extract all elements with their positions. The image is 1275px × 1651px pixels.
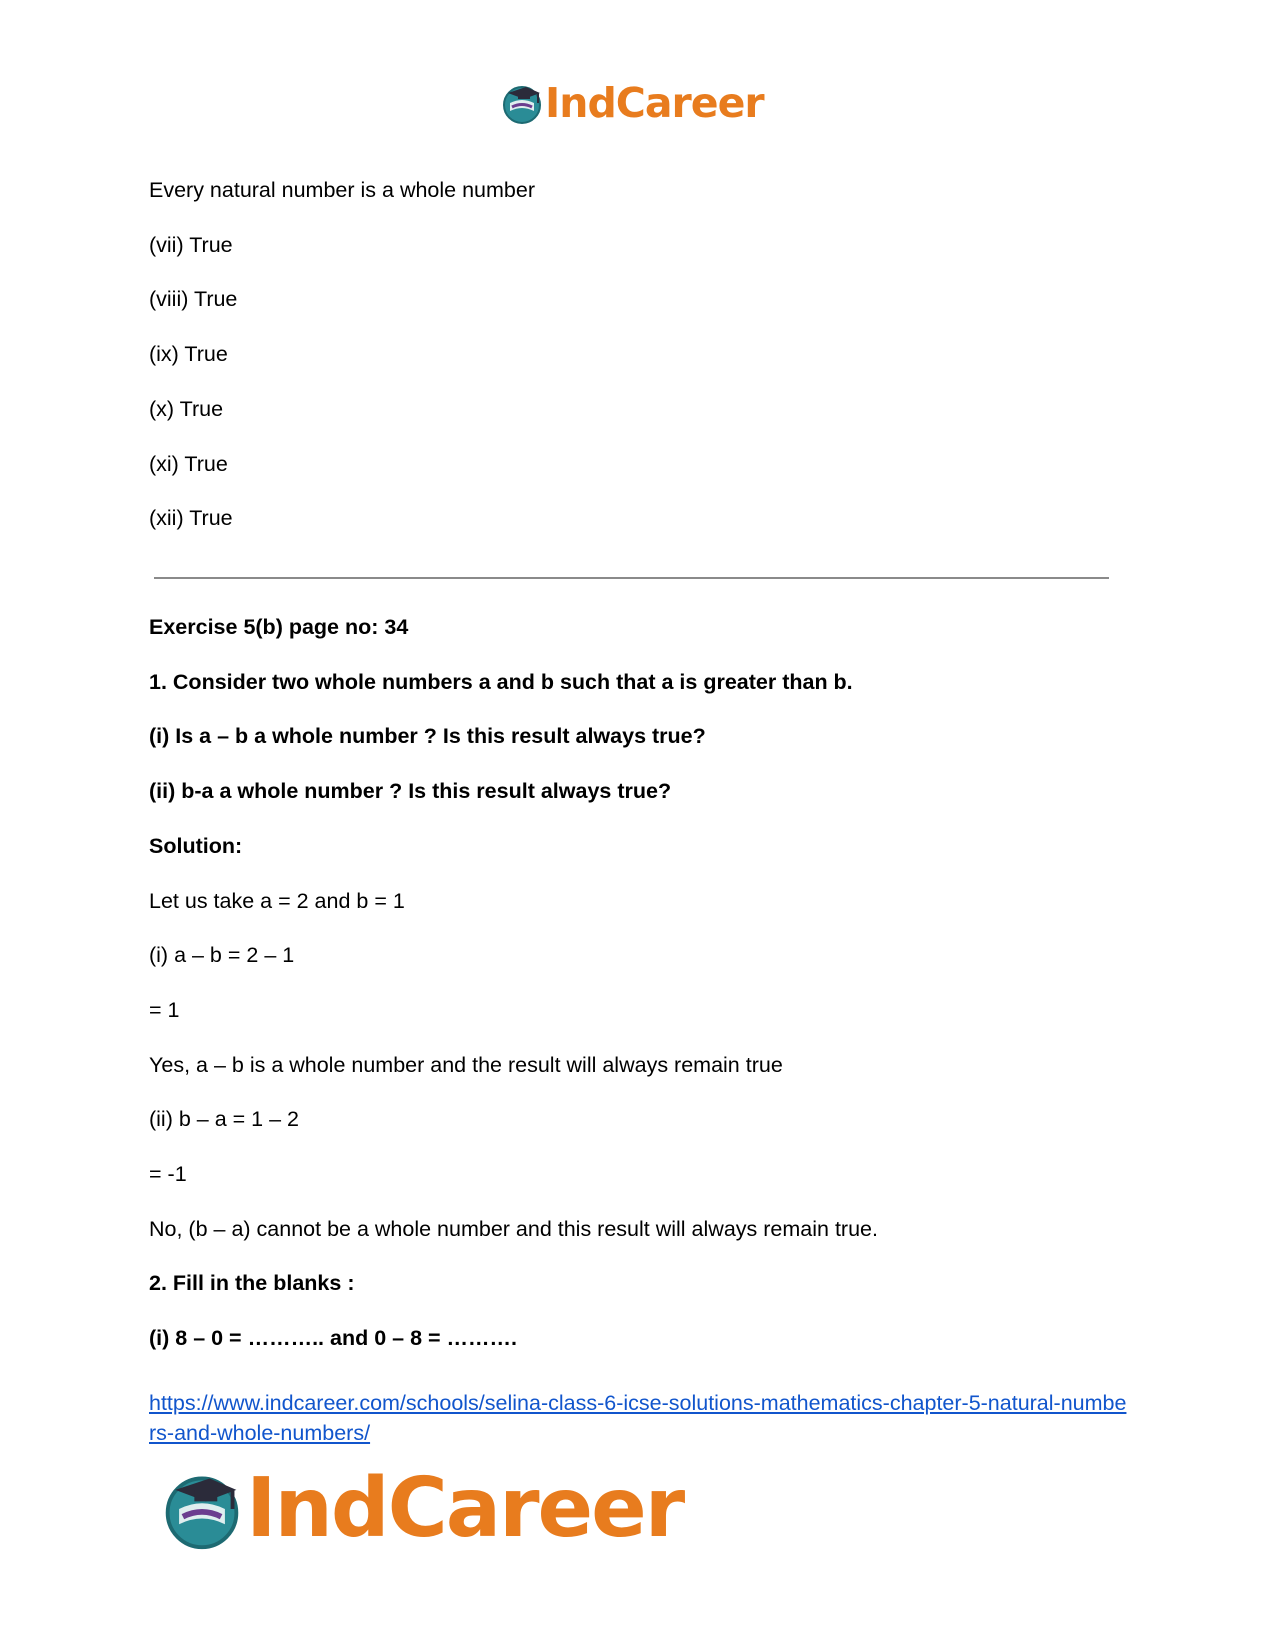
text-line: (vii) True xyxy=(149,232,233,257)
heading-line: 1. Consider two whole numbers a and b such that a is greater than b. xyxy=(149,669,853,694)
globe-cap-icon xyxy=(500,81,544,125)
source-url-link[interactable]: https://www.indcareer.com/schools/selina-class-6-icse-solutions-mathematics-chapter-5-natural-numbers-and-whole-numbers/ xyxy=(149,1391,1127,1445)
text-line: (ix) True xyxy=(149,342,228,367)
text-line: (xi) True xyxy=(149,451,228,476)
text-line: (i) a – b = 2 – 1 xyxy=(149,943,295,968)
text-line: (ii) b – a = 1 – 2 xyxy=(149,1107,299,1132)
globe-cap-icon xyxy=(160,1467,244,1551)
logo-wordmark: IndCareer xyxy=(545,78,764,127)
text-line: (xii) True xyxy=(149,506,233,531)
header-logo xyxy=(500,80,764,126)
footer-logo xyxy=(160,1461,684,1556)
text-line: (x) True xyxy=(149,396,224,421)
heading-line: (ii) b-a a whole number ? Is this result always true? xyxy=(149,779,672,804)
logo-wordmark: IndCareer xyxy=(246,1461,684,1556)
text-line: No, (b – a) cannot be a whole number and this result will always remain true. xyxy=(149,1216,878,1241)
text-line: (viii) True xyxy=(149,287,238,312)
text-line: Yes, a – b is a whole number and the result will always remain true xyxy=(149,1052,783,1077)
heading-line: Exercise 5(b) page no: 34 xyxy=(149,615,409,639)
heading-line: Solution: xyxy=(149,833,243,858)
text-line: Let us take a = 2 and b = 1 xyxy=(149,888,405,913)
text-line: Every natural number is a whole number xyxy=(149,178,535,202)
section-divider xyxy=(154,577,1109,579)
heading-line: (i) Is a – b a whole number ? Is this result always true? xyxy=(149,724,706,749)
text-line: = -1 xyxy=(149,1162,187,1186)
heading-line: 2. Fill in the blanks : xyxy=(149,1271,355,1296)
text-line: = 1 xyxy=(149,997,180,1022)
heading-line: (i) 8 – 0 = ……….. and 0 – 8 = ………. xyxy=(149,1326,517,1351)
